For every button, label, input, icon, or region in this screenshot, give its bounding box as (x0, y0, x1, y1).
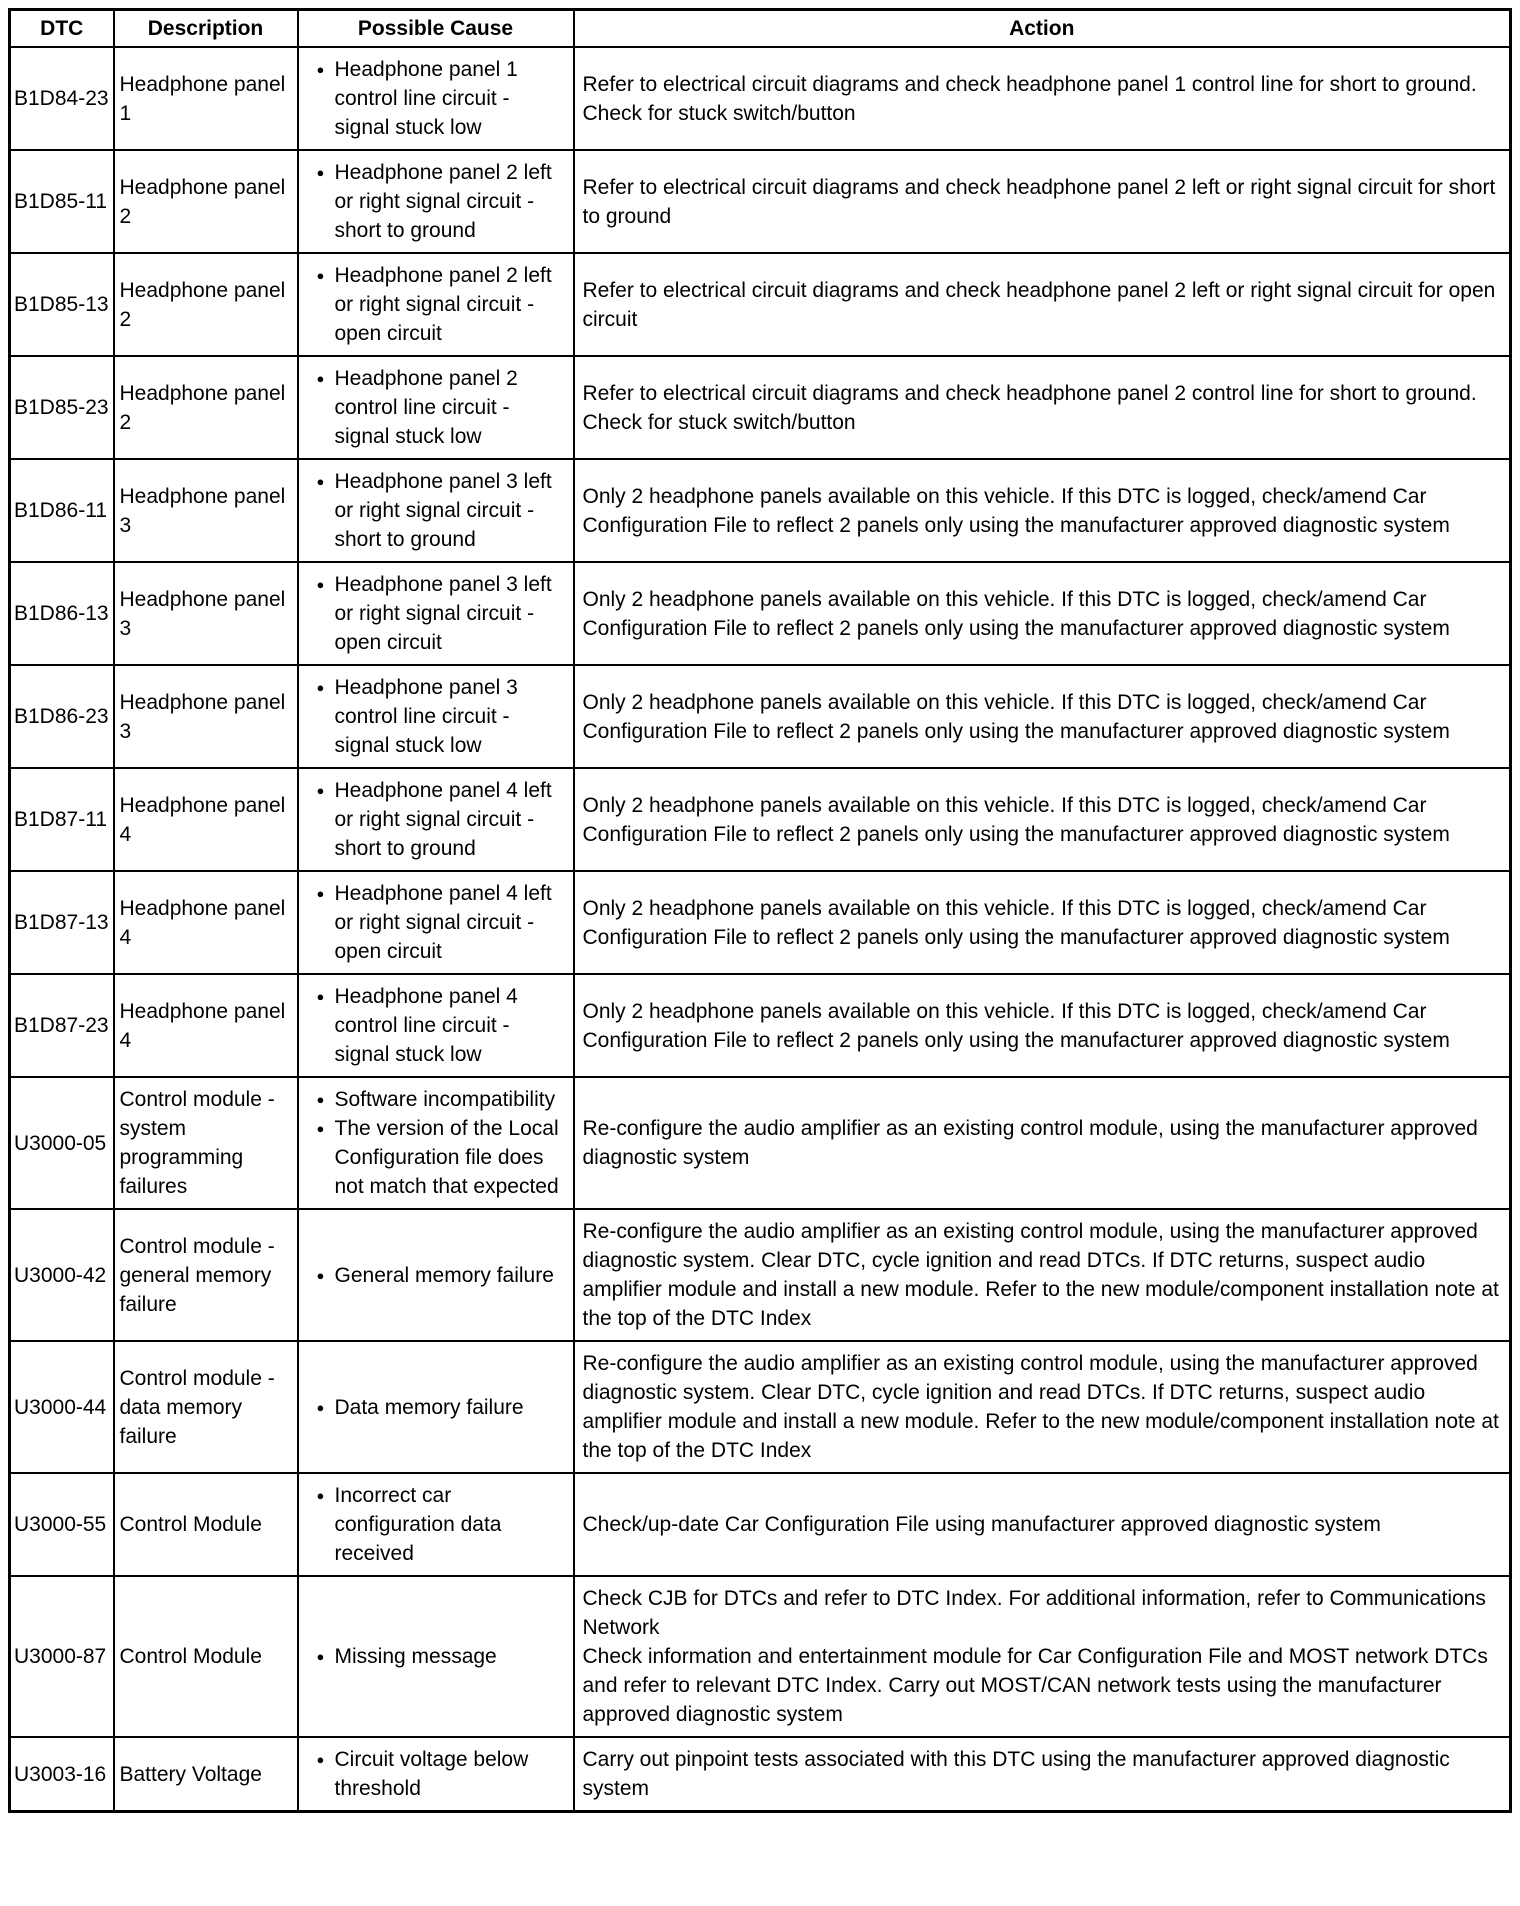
action-text: Only 2 headphone panels available on this vehicle. If this DTC is logged, check/amend Car Configuration File to reflect 2 panels only using the manufacturer approved diagnostic system (582, 484, 1450, 537)
bullet-icon: ● (316, 268, 325, 283)
bullet-icon: ● (316, 165, 325, 180)
cause-item (311, 1261, 567, 1290)
action-text: Check information and entertainment module for Car Configuration File and MOST network DTCs and refer to relevant DTC Index. Carry out MOST/CAN network tests using the manufacturer approved diagnostic system (582, 1645, 1488, 1726)
description-cell: Headphone panel 4 (114, 871, 298, 974)
cause-item (311, 1393, 567, 1422)
action-cell (574, 1473, 1511, 1576)
possible-cause-cell (298, 1473, 574, 1576)
bullet-icon: ● (316, 371, 325, 386)
action-text: Only 2 headphone panels available on this vehicle. If this DTC is logged, check/amend Car Configuration File to reflect 2 panels only using the manufacturer approved diagnostic system (582, 999, 1450, 1052)
table-row (10, 459, 1511, 562)
action-text: Only 2 headphone panels available on this vehicle. If this DTC is logged, check/amend Car Configuration File to reflect 2 panels only using the manufacturer approved diagnostic system (582, 690, 1450, 743)
table-row (10, 1473, 1511, 1576)
description-cell: Headphone panel 2 (114, 356, 298, 459)
dtc-code-cell: U3000-42 (10, 1209, 114, 1341)
table-row (10, 1737, 1511, 1812)
table-row (10, 47, 1511, 150)
cause-text: The version of the Local Configuration file does not match that expected (334, 1117, 559, 1198)
description-cell: Headphone panel 4 (114, 768, 298, 871)
action-text: Only 2 headphone panels available on this vehicle. If this DTC is logged, check/amend Car Configuration File to reflect 2 panels only using the manufacturer approved diagnostic system (582, 587, 1450, 640)
description-cell: Battery Voltage (114, 1737, 298, 1812)
action-cell (574, 1737, 1511, 1812)
column-header-dtc: DTC (10, 10, 114, 48)
cause-text: Headphone panel 4 control line circuit - signal stuck low (334, 985, 518, 1066)
cause-text: General memory failure (334, 1263, 554, 1287)
cause-item (311, 673, 567, 760)
possible-cause-cell (298, 356, 574, 459)
possible-cause-cell (298, 459, 574, 562)
action-text: Refer to electrical circuit diagrams and check headphone panel 2 left or right signal circuit for open circuit (582, 278, 1496, 331)
possible-cause-cell (298, 665, 574, 768)
action-cell (574, 150, 1511, 253)
bullet-icon: ● (316, 1399, 325, 1415)
action-text: Only 2 headphone panels available on this vehicle. If this DTC is logged, check/amend Car Configuration File to reflect 2 panels only using the manufacturer approved diagnostic system (582, 793, 1450, 846)
cause-item (311, 1085, 567, 1114)
dtc-code-cell: B1D86-13 (10, 562, 114, 665)
table-row (10, 253, 1511, 356)
table-row (10, 768, 1511, 871)
cause-item (311, 570, 567, 657)
table-row (10, 562, 1511, 665)
cause-item (311, 1745, 567, 1803)
table-header (10, 10, 1511, 48)
description-cell: Control module - data memory failure (114, 1341, 298, 1473)
action-cell (574, 1341, 1511, 1473)
cause-text: Headphone panel 2 left or right signal circuit - open circuit (334, 264, 552, 345)
cause-item (311, 364, 567, 451)
possible-cause-cell (298, 871, 574, 974)
dtc-table (8, 8, 1512, 1813)
action-text: Refer to electrical circuit diagrams and check headphone panel 2 control line for short to ground. Check for stuck switch/button (582, 381, 1477, 434)
dtc-code-cell: U3000-87 (10, 1576, 114, 1737)
cause-text: Data memory failure (334, 1395, 524, 1419)
table-row (10, 974, 1511, 1077)
action-cell (574, 47, 1511, 150)
dtc-code-cell: B1D85-13 (10, 253, 114, 356)
cause-item (311, 1481, 567, 1568)
action-cell (574, 871, 1511, 974)
action-text: Check/up-date Car Configuration File using manufacturer approved diagnostic system (582, 1513, 1381, 1536)
bullet-icon: ● (316, 680, 325, 695)
description-cell: Control Module (114, 1473, 298, 1576)
cause-item (311, 1642, 567, 1671)
table-row (10, 1576, 1511, 1737)
cause-text: Software incompatibility (334, 1088, 556, 1111)
bullet-icon: ● (316, 62, 325, 77)
description-cell: Headphone panel 4 (114, 974, 298, 1077)
description-cell: Headphone panel 1 (114, 47, 298, 150)
table-row (10, 1341, 1511, 1473)
action-text: Only 2 headphone panels available on this vehicle. If this DTC is logged, check/amend Car Configuration File to reflect 2 panels only using the manufacturer approved diagnostic system (582, 896, 1450, 949)
action-cell (574, 665, 1511, 768)
possible-cause-cell (298, 768, 574, 871)
description-cell: Headphone panel 2 (114, 253, 298, 356)
bullet-icon: ● (316, 886, 325, 901)
cause-item (311, 261, 567, 348)
dtc-code-cell: B1D86-23 (10, 665, 114, 768)
dtc-code-cell: U3000-55 (10, 1473, 114, 1576)
description-cell: Headphone panel 3 (114, 562, 298, 665)
action-cell (574, 356, 1511, 459)
cause-text: Circuit voltage below threshold (334, 1748, 529, 1800)
column-header-description: Description (114, 10, 298, 48)
description-cell: Control module - general memory failure (114, 1209, 298, 1341)
cause-text: Headphone panel 2 left or right signal circuit - short to ground (334, 161, 552, 242)
possible-cause-cell (298, 562, 574, 665)
dtc-code-cell: B1D85-11 (10, 150, 114, 253)
dtc-code-cell: U3000-05 (10, 1077, 114, 1209)
table-header-row (10, 10, 1511, 48)
action-text: Re-configure the audio amplifier as an existing control module, using the manufacturer approved diagnostic system. Clear DTC, cycle ignition and read DTCs. If DTC returns, suspect audio amplifier module and install a new module. Refer to the new module/component installation note at the top of the DTC Index (582, 1220, 1499, 1330)
bullet-icon: ● (316, 1121, 325, 1136)
action-text: Check CJB for DTCs and refer to DTC Index. For additional information, refer to Communications Network (582, 1587, 1486, 1639)
bullet-icon: ● (316, 1488, 325, 1503)
cause-text: Headphone panel 3 control line circuit - signal stuck low (334, 676, 518, 757)
possible-cause-cell (298, 1576, 574, 1737)
table-row (10, 150, 1511, 253)
possible-cause-cell (298, 150, 574, 253)
possible-cause-cell (298, 974, 574, 1077)
action-text: Re-configure the audio amplifier as an existing control module, using the manufacturer approved diagnostic system (582, 1117, 1478, 1169)
description-cell: Headphone panel 3 (114, 459, 298, 562)
column-header-action: Action (574, 10, 1511, 48)
action-text: Refer to electrical circuit diagrams and check headphone panel 2 left or right signal circuit for short to ground (582, 175, 1496, 228)
dtc-code-cell: B1D87-23 (10, 974, 114, 1077)
action-text: Carry out pinpoint tests associated with this DTC using the manufacturer approved diagnostic system (582, 1748, 1450, 1800)
table-row (10, 1077, 1511, 1209)
dtc-code-cell: B1D85-23 (10, 356, 114, 459)
description-cell: Control Module (114, 1576, 298, 1737)
table-row (10, 1209, 1511, 1341)
dtc-code-cell: B1D87-11 (10, 768, 114, 871)
bullet-icon: ● (316, 1649, 325, 1664)
table-row (10, 665, 1511, 768)
description-cell: Control module - system programming failures (114, 1077, 298, 1209)
action-cell (574, 1209, 1511, 1341)
action-text: Re-configure the audio amplifier as an existing control module, using the manufacturer approved diagnostic system. Clear DTC, cycle ignition and read DTCs. If DTC returns, suspect audio amplifier module and install a new module. Refer to the new module/component installation note at the top of the DTC Index (582, 1352, 1499, 1462)
bullet-icon: ● (316, 989, 325, 1004)
cause-item (311, 1114, 567, 1201)
cause-text: Headphone panel 2 control line circuit - signal stuck low (334, 367, 518, 448)
cause-item (311, 55, 567, 142)
possible-cause-cell (298, 1737, 574, 1812)
cause-text: Headphone panel 4 left or right signal circuit - short to ground (334, 779, 552, 860)
cause-text: Missing message (334, 1645, 497, 1668)
action-cell (574, 1576, 1511, 1737)
possible-cause-cell (298, 1077, 574, 1209)
table-body (10, 47, 1511, 1812)
possible-cause-cell (298, 253, 574, 356)
dtc-code-cell: U3003-16 (10, 1737, 114, 1812)
table-row (10, 356, 1511, 459)
cause-text: Headphone panel 1 control line circuit - signal stuck low (334, 58, 518, 139)
table-row (10, 871, 1511, 974)
bullet-icon: ● (316, 1267, 325, 1283)
description-cell: Headphone panel 2 (114, 150, 298, 253)
dtc-code-cell: U3000-44 (10, 1341, 114, 1473)
cause-text: Headphone panel 3 left or right signal circuit - open circuit (334, 573, 552, 654)
cause-item (311, 776, 567, 863)
cause-text: Headphone panel 3 left or right signal circuit - short to ground (334, 470, 552, 551)
cause-item (311, 158, 567, 245)
action-cell (574, 1077, 1511, 1209)
action-cell (574, 974, 1511, 1077)
dtc-code-cell: B1D86-11 (10, 459, 114, 562)
dtc-code-cell: B1D87-13 (10, 871, 114, 974)
description-cell: Headphone panel 3 (114, 665, 298, 768)
dtc-code-cell: B1D84-23 (10, 47, 114, 150)
action-text: Refer to electrical circuit diagrams and check headphone panel 1 control line for short to ground. Check for stuck switch/button (582, 72, 1477, 125)
bullet-icon: ● (316, 1092, 325, 1107)
bullet-icon: ● (316, 1752, 325, 1767)
bullet-icon: ● (316, 783, 325, 798)
cause-item (311, 467, 567, 554)
possible-cause-cell (298, 47, 574, 150)
action-cell (574, 562, 1511, 665)
column-header-possible-cause: Possible Cause (298, 10, 574, 48)
bullet-icon: ● (316, 577, 325, 592)
cause-item (311, 982, 567, 1069)
possible-cause-cell (298, 1341, 574, 1473)
action-cell (574, 768, 1511, 871)
action-cell (574, 253, 1511, 356)
cause-text: Incorrect car configuration data received (334, 1484, 502, 1565)
bullet-icon: ● (316, 474, 325, 489)
possible-cause-cell (298, 1209, 574, 1341)
cause-text: Headphone panel 4 left or right signal circuit - open circuit (334, 882, 552, 963)
cause-item (311, 879, 567, 966)
action-cell (574, 459, 1511, 562)
